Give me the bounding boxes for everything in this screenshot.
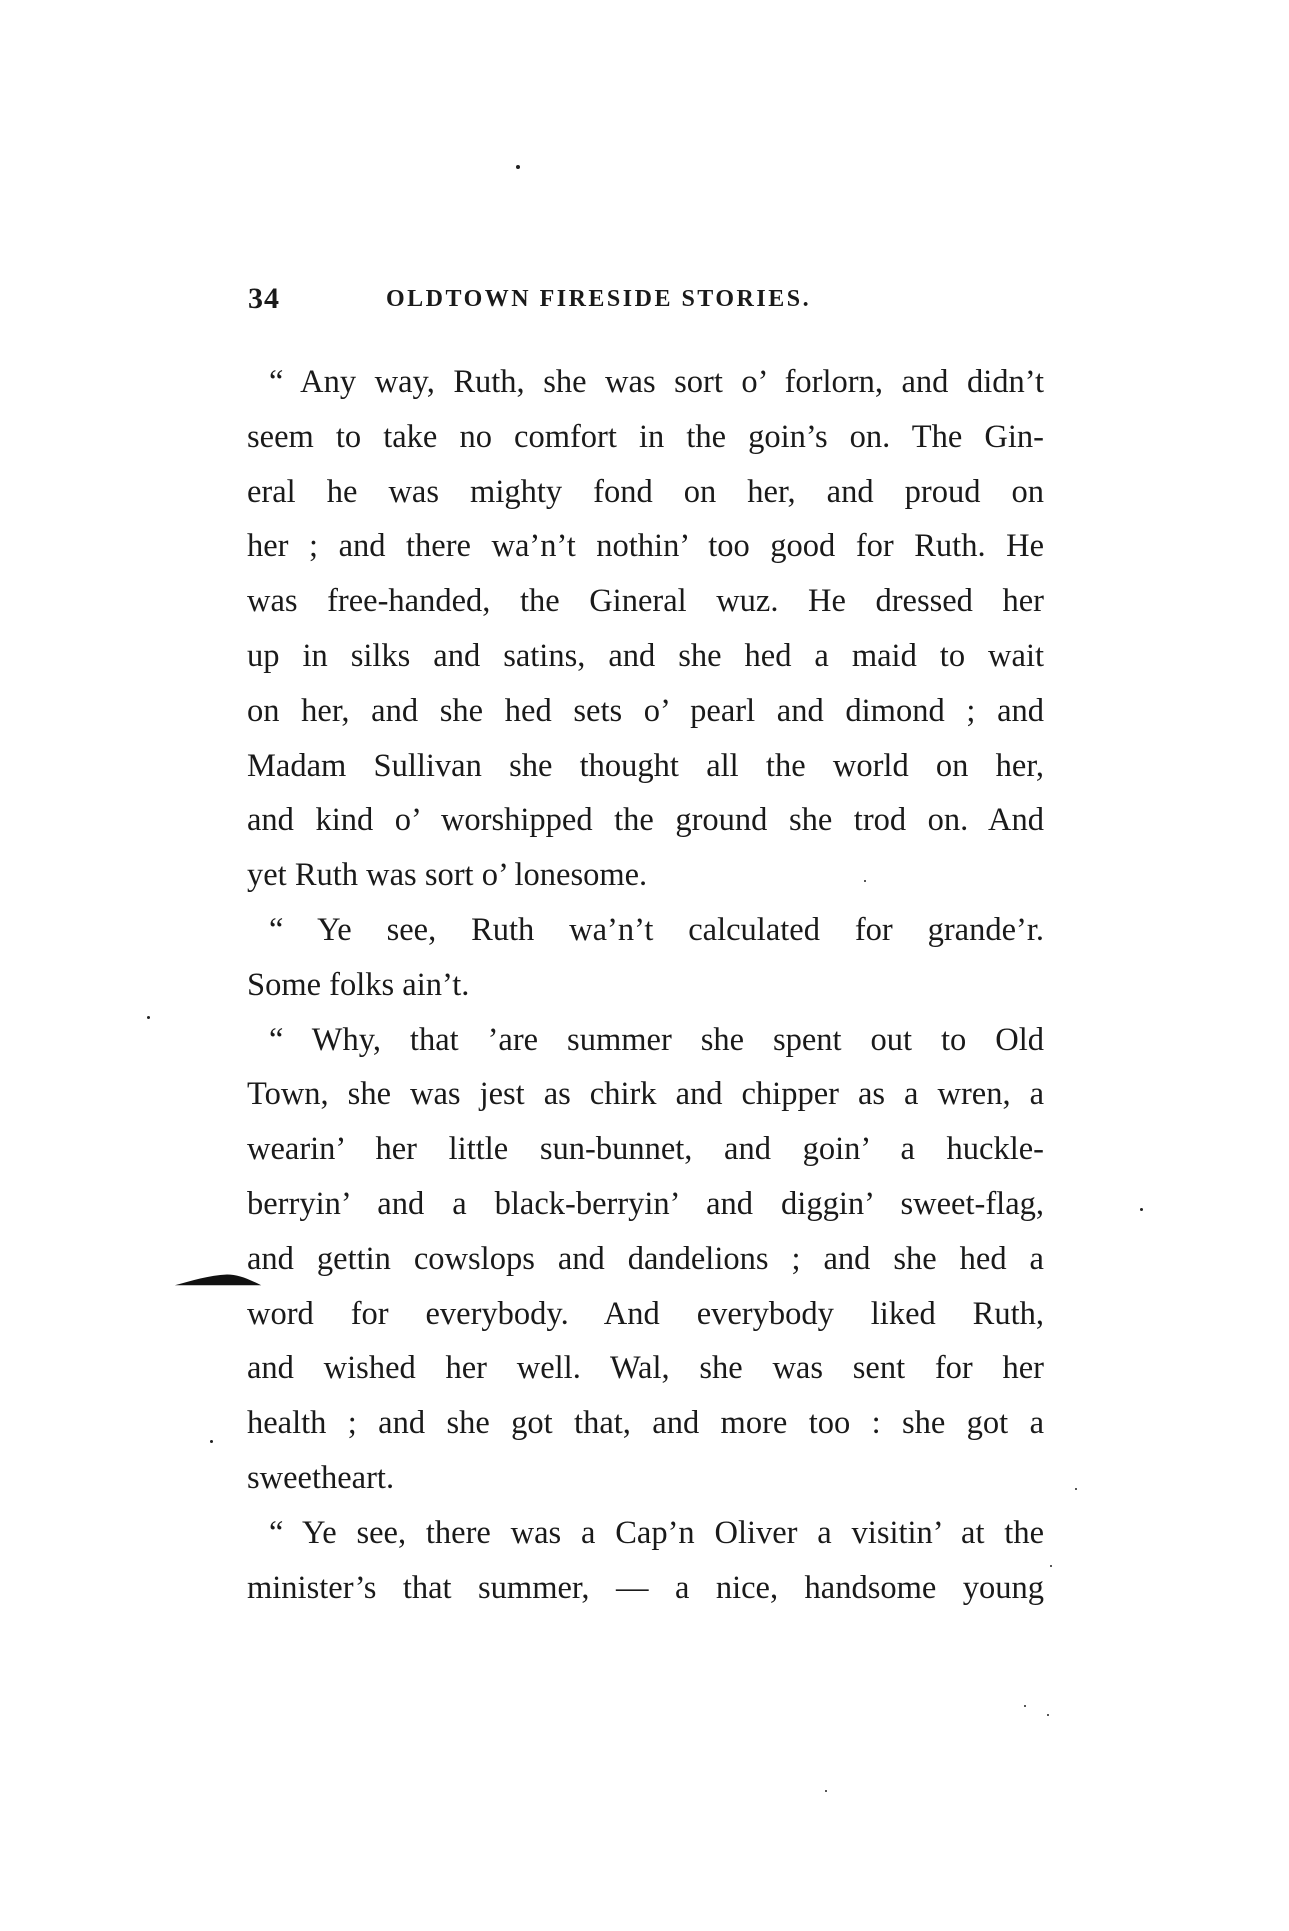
text-line: up in silks and satins, and she hed a maid to wait <box>247 637 1044 674</box>
ink-speck <box>516 165 520 169</box>
text-line: her ; and there wa’n’t nothin’ too good for Ruth. He <box>247 528 1044 565</box>
ink-speck <box>864 880 866 882</box>
text-line: sweetheart. <box>247 1459 395 1496</box>
text-line: and kind o’ worshipped the ground she trod on. And <box>247 802 1044 839</box>
text-line: wearin’ her little sun-bunnet, and goin’ a huckle- <box>247 1131 1044 1168</box>
ink-speck <box>1024 1705 1026 1707</box>
text-line: seem to take no comfort in the goin’s on. The Gin- <box>247 418 1044 455</box>
ink-speck <box>1050 1565 1052 1567</box>
text-line: “ Why, that ’are summer she spent out to Old <box>269 1021 1044 1058</box>
text-line: minister’s that summer, — a nice, handsome young <box>247 1569 1044 1606</box>
page-number: 34 <box>248 282 280 315</box>
ink-smudge <box>168 1270 268 1288</box>
text-line: on her, and she hed sets o’ pearl and dimond ; and <box>247 692 1044 729</box>
text-line: yet Ruth was sort o’ lonesome. <box>247 857 648 894</box>
text-line: word for everybody. And everybody liked Ruth, <box>247 1295 1044 1332</box>
text-line: Madam Sullivan she thought all the world on her, <box>247 747 1044 784</box>
text-line: “ Ye see, Ruth wa’n’t calculated for grande’r. <box>269 911 1044 948</box>
ink-speck <box>147 1016 150 1019</box>
text-line: health ; and she got that, and more too : she got a <box>247 1405 1044 1442</box>
ink-speck <box>1140 1208 1143 1211</box>
page-header <box>248 282 1048 322</box>
text-line: was free-handed, the Gineral wuz. He dressed her <box>247 583 1044 620</box>
ink-speck <box>825 1790 827 1792</box>
ink-speck <box>210 1440 213 1443</box>
running-head: OLDTOWN FIRESIDE STORIES. <box>386 286 812 312</box>
text-line: Some folks ain’t. <box>247 966 470 1003</box>
text-line: and wished her well. Wal, she was sent for her <box>247 1350 1044 1387</box>
text-line: Town, she was jest as chirk and chipper as a wren, a <box>247 1076 1044 1113</box>
text-line: and gettin cowslops and dandelions ; and she hed a <box>247 1240 1044 1277</box>
body-text <box>247 355 1044 1615</box>
text-line: eral he was mighty fond on her, and proud on <box>247 473 1044 510</box>
ink-speck <box>1075 1488 1077 1490</box>
text-line: “ Ye see, there was a Cap’n Oliver a visitin’ at the <box>269 1514 1044 1551</box>
ink-speck <box>1047 1714 1049 1716</box>
text-line: “ Any way, Ruth, she was sort o’ forlorn, and didn’t <box>269 364 1044 400</box>
text-line: berryin’ and a black-berryin’ and diggin’ sweet-flag, <box>247 1185 1044 1222</box>
